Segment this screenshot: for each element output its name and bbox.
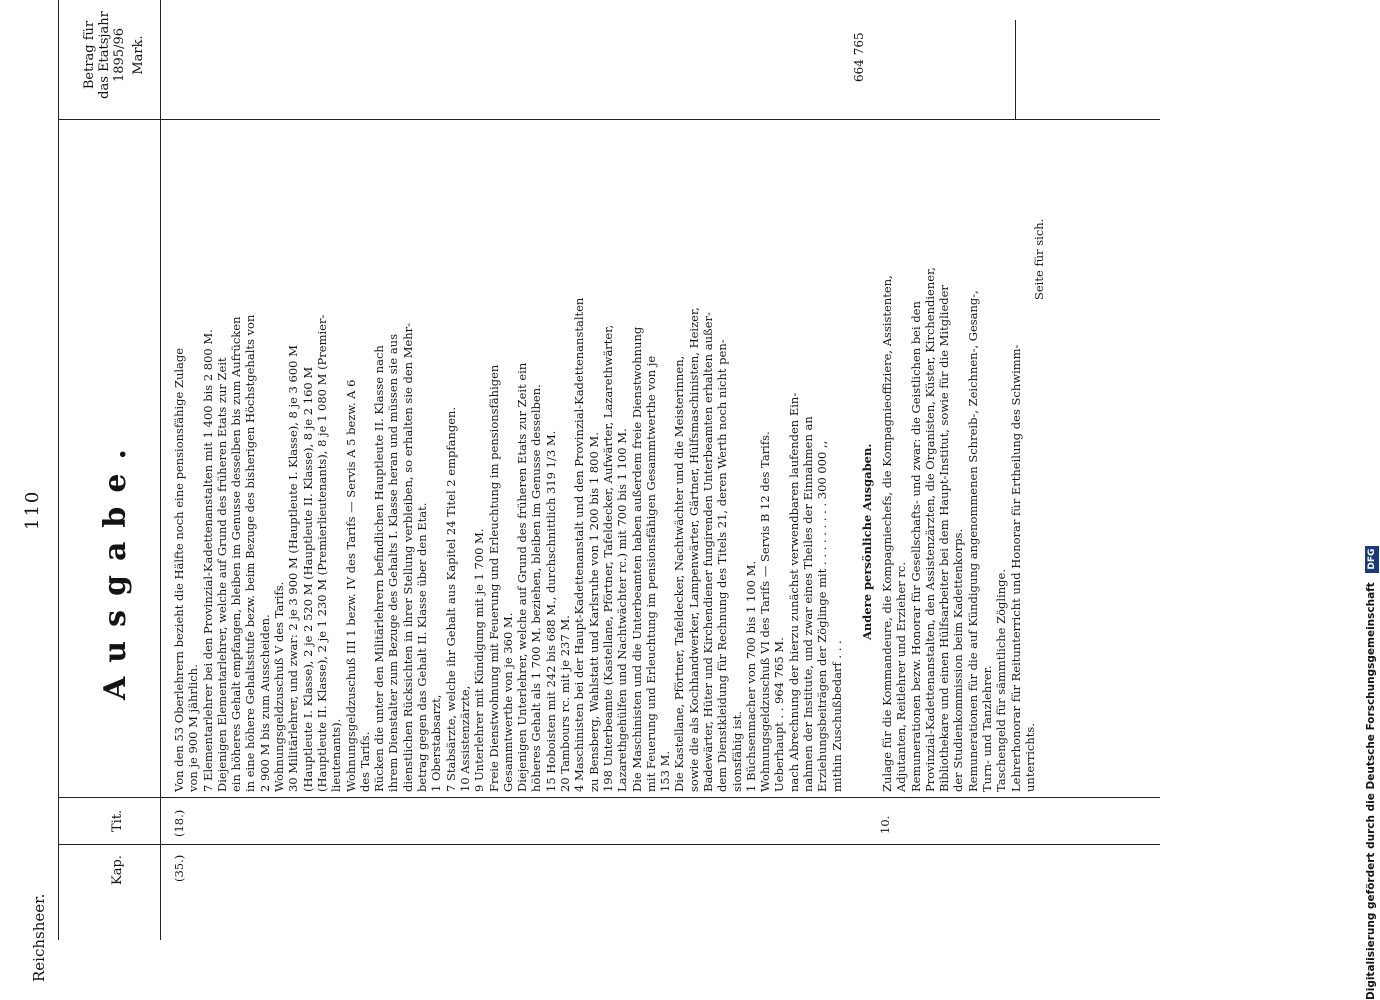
text-line: 30 Militärlehrer, und zwar: 2 je 3 900 M (Hauptleute I. Klasse), 8 je 3 600 M <box>286 345 301 792</box>
tit-header: Tit. <box>110 809 125 832</box>
tit-col-divider <box>58 797 1160 798</box>
text-line: sowie die als Kochhandwerker, Lampenwärter, Gärtner, Hülfsmaschinisten, Heizer, <box>686 307 701 792</box>
kap-number: (35.) <box>172 854 186 882</box>
dfg-logo: DFG <box>1365 546 1379 573</box>
main-text <box>172 132 844 792</box>
text-line: Rücken die unter den Militärlehrern befindlichen Hauptleute II. Klasse nach <box>372 345 387 792</box>
text-line: 7 Stabsärzte, welche ihr Gehalt aus Kapitel 24 Titel 2 empfangen. <box>443 406 458 792</box>
text-line: ihrem Dienstalter zum Bezuge des Gehalts I. Klasse heran und müssen sie aus <box>386 334 401 792</box>
digitization-credit <box>1362 8 1380 1000</box>
text-line: 7 Elementarlehrer bei den Provinzial-Kadettenanstalten mit 1 400 bis 2 800 M. <box>200 329 215 792</box>
tit-10: 10. <box>878 815 892 834</box>
text-line: in eine höhere Gehaltsstufe bezw. beim Bezuge des bisherigen Höchstgehalts von <box>243 314 258 792</box>
text-line: Provinzial-Kadettenanstalten, den Assistenzärzten, die Organisten, Küster, Kirchendiener, <box>922 267 937 792</box>
text-line: ein höheres Gehalt empfangen, bleiben im Genusse desselben bis zum Aufrücken <box>229 316 244 792</box>
text-line: Von den 53 Oberlehrern bezieht die Hälfte noch eine pensionsfähige Zulage <box>172 347 186 792</box>
text-line: 15 Hoboisten mit 242 bis 688 M., durchschnittlich 319 1/3 M. <box>543 430 558 792</box>
text-line: 1 Oberstabsarzt, <box>429 694 444 792</box>
text-line: Remunerationen für die auf Kündigung angenommenen Schreib-, Zeichnen-, Gesang-, <box>965 290 980 792</box>
amount-total: 664 765 <box>852 32 866 82</box>
text-line: betrag gegen das Gehalt II. Klasse über den Etat. <box>415 502 430 792</box>
text-line: unterrichts. <box>1022 723 1037 792</box>
text-line: Ueberhaupt . . 964 765 M. <box>772 637 787 792</box>
tit-number: (18.) <box>172 809 186 837</box>
text-line: des Tarifs. <box>357 731 372 792</box>
text-line: lieutenants). <box>329 718 344 792</box>
text-line: (Hauptleute I. Klasse), 2 je 2 520 M (Hauptleute II. Klasse), 8 je 2 160 M <box>300 366 315 792</box>
text-line: nahmen der Institute, und zwar eines Theiles der Einnahmen an <box>801 416 816 792</box>
table-top-rule <box>58 0 59 940</box>
text-line: Die Maschinisten und die Unterbeamten haben außerdem freie Dienstwohnung <box>629 326 644 792</box>
text-line: zu Bensberg, Wahlstatt und Karlsruhe von 1 200 bis 1 800 M. <box>586 432 601 792</box>
text-line: Diejenigen Unterlehrer, welche auf Grund des früheren Etats zur Zeit ein <box>515 362 530 792</box>
amount-header <box>82 0 146 110</box>
text-line: 153 M. <box>658 750 673 792</box>
text-line: nach Abrechnung der hierzu zunächst verwendbaren laufenden Ein- <box>786 392 801 792</box>
text-line: Badewärter, Hüter und Kirchendiener fungirenden Unterbeamten erhalten außer- <box>700 312 715 792</box>
text-line: Freie Dienstwohnung mit Feuerung und Erleuchtung im pensionsfähigen <box>486 364 501 792</box>
amount-col-divider <box>58 119 1160 120</box>
text-line: 198 Unterbeamte (Kastellane, Pförtner, Tafeldecker, Aufwärter, Lazarethwärter, <box>600 324 615 792</box>
text-line: Erziehungsbeiträgen der Zöglinge mit . . . . . . . . . 300 000 ,, <box>815 440 830 792</box>
running-header: Reichsheer. <box>30 893 48 982</box>
text-line: Lehrerhonorar für Reitunterricht und Honorar für Ertheilung des Schwimm- <box>1008 344 1023 792</box>
text-line: 20 Tambours rc. mit je 237 M. <box>558 615 573 792</box>
amount-header-line3: 1895/96 <box>112 28 127 83</box>
credit-text: Digitalisierung gefördert durch die Deutsche Forschungsgemeinschaft <box>1365 582 1377 1000</box>
text-line: von je 900 M jährlich. <box>186 664 201 792</box>
text-line: Wohnungsgeldzuschuß V des Tarifs. <box>272 581 287 792</box>
text-line: Wohnungsgeldzuschuß III 1 bezw. IV des Tarifs — Servis A 5 bezw. A 6 <box>343 379 358 792</box>
text-line: 4 Maschinisten bei der Haupt-Kadettenanstalt und den Provinzial-Kadettenanstalten <box>572 297 587 792</box>
subheading: Andere persönliche Ausgaben. <box>860 443 874 640</box>
text-line: der Studienkommission beim Kadettenkorps. <box>951 528 966 792</box>
amount-header-line2: das Etatsjahr <box>97 11 112 99</box>
amount-header-line1: Betrag für <box>82 20 97 90</box>
text-line: 1 Büchsenmacher von 700 bis 1 100 M. <box>743 560 758 792</box>
text-line: sionsfähig ist. <box>729 711 744 792</box>
footer-rule <box>1015 20 1016 120</box>
text-line: Remunerationen bezw. Honorar für Gesellschafts- und zwar: die Geistlichen bei den <box>908 301 923 792</box>
text-line: mit Feuerung und Erleuchtung im pensionsfähigen Gesammtwerthe von je <box>643 355 658 792</box>
text-line: Die Kastellane, Pförtner, Tafeldecker, Nachtwächter und die Meisterinnen, <box>672 355 687 792</box>
text-line: Diejenigen Elementarlehrer, welche auf Grund des früheren Etats zur Zeit <box>214 357 229 792</box>
text-line: höheres Gehalt als 1 700 M. beziehen, bleiben im Genusse desselben. <box>529 384 544 792</box>
text-line: Lazarethgehülfen und Nachtwächter rc.) mit 700 bis 1 100 M. <box>615 428 630 792</box>
other-expenses-text <box>880 132 1037 792</box>
text-line: Taschengeld für sämmtliche Zöglinge. <box>994 569 1009 792</box>
table-header-rule <box>160 0 161 940</box>
text-line: Adjutanten, Reitlehrer und Erzieher rc. <box>894 562 909 792</box>
text-line: Wohnungsgeldzuschuß VI des Tarifs — Servis B 12 des Tarifs. <box>758 431 773 792</box>
text-line: Turn- und Tanzlehrer. <box>980 665 995 792</box>
text-line: Bibliothekare und einen Hülfsarbeiter bei dem Haupt-Institut, sowie für die Mitglieder <box>937 285 952 792</box>
text-line: 10 Assistenzärzte, <box>457 685 472 792</box>
text-line: Gesammtwerthe von je 360 M. <box>500 612 515 792</box>
footer-continued: Seite für sich. <box>1032 218 1046 300</box>
amount-header-line4: Mark. <box>131 35 146 75</box>
page-number: 110 <box>22 489 43 530</box>
text-line: dem Dienstkleidung für Rechnung des Titels 21, deren Werth noch nicht pen- <box>715 339 730 792</box>
kap-col-divider <box>58 844 1160 845</box>
text-line: 9 Unterlehrer mit Kündigung mit je 1 700 M. <box>472 528 487 792</box>
text-line: 2 900 M bis zum Ausscheiden. <box>257 614 272 792</box>
text-line: mithin Zuschußbedarf . . . <box>829 640 844 792</box>
section-title: Ausgabe. <box>98 435 133 700</box>
text-line: dienstlichen Rücksichten in ihrer Stellung verbleiben, so erhalten sie den Mehr- <box>400 322 415 792</box>
kap-header: Kap. <box>110 855 125 885</box>
text-line: Zulage für die Kommandeure, die Kompagniechefs, die Kompagnieoffiziere, Assistenten, <box>880 275 894 792</box>
text-line: (Hauptleute II. Klasse), 2 je 1 230 M (Premierlieutenants), 8 je 1 080 M (Premier- <box>314 314 329 792</box>
